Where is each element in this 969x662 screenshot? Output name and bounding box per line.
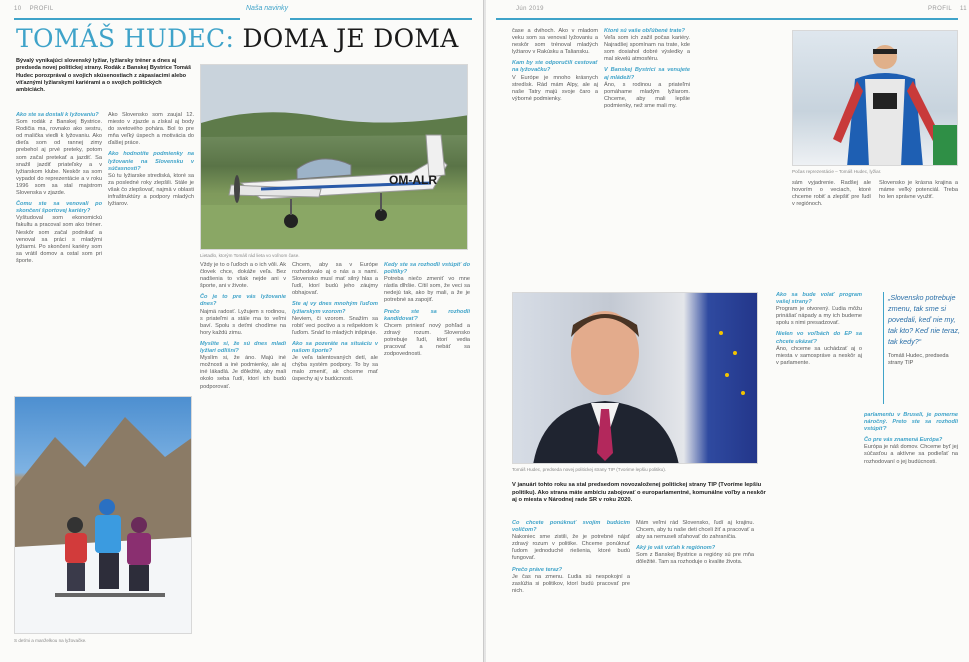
paragraph: Nakoniec sme zistili, že je potrebné nájsť zdravý rozum v politike. Chceme ponúknuť ľudom jednoduché riešenia, ktoré budú fungovať.: [512, 534, 630, 562]
airplane-registration: OM-ALR: [389, 173, 437, 187]
paragraph: Sú tu lyžiarske strediská, ktoré sa za posledné roky zlepšili. Stále je však čo zlepšovať, najmä v oblasti infraštruktúry a podpory mladých lyžiarov.: [108, 172, 194, 208]
skier-portrait-icon: [833, 45, 943, 166]
skier-illustration: [793, 31, 958, 166]
question: Čomu ste sa venovali po skončení športovej kariéry?: [16, 201, 102, 215]
paragraph: Slovensko je krásna krajina a máme veľký potenciál. Treba ho len správne využiť.: [879, 180, 958, 201]
paragraph: Potreba niečo zmeniť vo mne rástla dlhšie. Cítil som, že veci sa nedejú tak, ako by mali, a že je potrebné sa zapojiť.: [384, 276, 470, 304]
paragraph: Som rodák z Banskej Bystrice. Rodičia ma, rovnako ako sestru, od malička viedli k lyžovaniu. Ako dieťa som od rannej zimy prebehol aj prvé preteky, potom som začal pretekať a jazdiť. Sa snažil jazdiť priateľsky a v lyžiarskom klube. Neskôr sa som vypadol do reprezentácie a v roku 1996 som sa stal majstrom Slovenska v zjazde.: [16, 119, 102, 197]
question: Prečo ste sa rozhodli kandidovať?: [384, 308, 470, 322]
ski-family-photo: [14, 396, 192, 634]
question: Kedy ste sa rozhodli vstúpiť do politiky?: [384, 262, 470, 276]
column-5: [384, 262, 470, 642]
question: Ako sa bude volať program vašej strany?: [776, 292, 862, 306]
skier-caption: Počas reprezentácie – Tomáš Hudec, lyžiar.: [792, 169, 882, 174]
paragraph: čase a dvihoch. Ako v mladom veku som sa venoval lyžovaniu a neskôr som trénoval mladých lyžiarov v Rakúsku a Taliansku.: [512, 28, 598, 56]
right-section: PROFIL: [928, 6, 952, 12]
skier-photo: [792, 30, 958, 166]
column-r2: [604, 28, 690, 280]
rubric: Naša navinky: [246, 5, 289, 12]
column-r7: [864, 412, 958, 644]
airplane-caption: Lietadlo, ktorým Tomáš rád lieta vo voľnom čase.: [200, 253, 300, 258]
question: V Banskej Bystrici sa venujete aj mládeži?: [604, 67, 690, 81]
question: Aký je váš vzťah k regiónom?: [636, 545, 716, 552]
right-folio: 11: [959, 6, 967, 12]
ski-family-illustration: [15, 397, 192, 634]
paragraph: Vždy je to o ľuďoch a o ich vôli. Ak človek chce, dokáže veľa. Bez nadšenia to však nejde ani v športe, ani v živote.: [200, 262, 286, 290]
question: Ako sa pozeráte na situáciu v našom športe?: [292, 340, 378, 355]
title-name: TOMÁŠ HUDEC:: [16, 24, 235, 53]
paragraph: Je čas na zmenu. Ľudia sú nespokojní a zaslúžia si politikov, ktorí budú pracovať pre nich.: [512, 573, 630, 594]
header-rule: [290, 18, 472, 20]
question: Prečo práve teraz?: [512, 566, 563, 573]
left-page: [0, 0, 484, 662]
header-rule: [496, 18, 958, 20]
header-rule: [14, 18, 240, 20]
question: Myslíte si, že sú dnes mladí lyžiari odlišní?: [200, 340, 286, 355]
paragraph: Európa je náš domov. Chceme byť jej súčasťou a aktívne sa podieľať na rozhodovaní o jej budúcnosti.: [864, 444, 958, 465]
column-r3: [792, 180, 958, 280]
question: Čo chcete ponúknuť svojim budúcim voličom?: [512, 520, 630, 534]
portrait-illustration: [513, 293, 758, 464]
question: Ste aj vy dnes mnohým ľuďom lyžiarskym vzorom?: [292, 301, 378, 315]
column-1: [16, 112, 102, 388]
paragraph: Áno, chceme sa uchádzať aj o miesta v samospráve a neskôr aj v parlamente.: [776, 345, 862, 366]
portrait-person-icon: [533, 311, 679, 464]
column-r5: [636, 520, 754, 644]
column-2: [108, 112, 194, 388]
paragraph: Najmä radosť. Lyžujem s rodinou, s priateľmi a stále ma to veľmi baví. Spolu s deťmi chodíme na hory každú zimu.: [200, 308, 286, 336]
right-header: [928, 6, 967, 12]
portrait-photo: [512, 292, 758, 464]
airplane-illustration: [201, 65, 468, 250]
paragraph: Áno, s rodinou a priateľmi pomáhame mladým lyžiarom. Chceme, aby mali lepšie podmienky, než sme mali my.: [604, 81, 690, 109]
column-4: [292, 262, 378, 642]
paragraph: Je veľa talentovaných detí, ale chýba systém podpory. To by sa malo zmeniť, ak chceme mať úspechy aj v budúcnosti.: [292, 355, 378, 383]
question: Ktoré sú vaše obľúbené trate?: [604, 28, 685, 34]
column-r1: [512, 28, 598, 280]
question: Nielen vo voľbách do EP sa chcete ukázať?: [776, 331, 862, 345]
article-intro: V januári tohto roku sa stal predsedom novozaloženej politickej strany TIP (Tvoríme lepšiu politiku). Ako strana máte ambíciu zabojovať o europarlamentné, komunálne voľby a neskôr aj o miesta v Národnej rade SR v roku 2020.: [512, 482, 766, 504]
paragraph: Program je otvorený. Ľudia môžu prinášať nápady a my ich budeme spolu s nimi presadzovať.: [776, 306, 862, 327]
pullquote: [888, 292, 962, 367]
portrait-caption: Tomáš Hudec, predseda novej politickej strany TIP (Tvorime lepšiu politiku).: [512, 467, 667, 472]
question: Ako hodnotíte podmienky na lyžovanie na Slovensku v súčasnosti?: [108, 151, 194, 172]
article-lead: Bývalý vynikajúci slovenský lyžiar, lyžiarsky tréner a dnes aj predseda novej politickej strany. Rodák z Banskej Bystrice Tomáš Hudec porozprával o svojich skúsenostiach z zápasiacimi alebo víťaznými lyžiarskymi kariérami a o svojich politických ambíciách.: [16, 58, 192, 94]
paragraph: Ako Slovensko som zaujal 12. miesto v zjazde a získal aj body do svetového pohára. Bol to pre mňa veľký úspech a motivácia do ďalšej práce.: [108, 112, 194, 147]
question: Kam by ste odporučili cestovať na lyžovačku?: [512, 60, 598, 74]
left-header: [14, 6, 54, 12]
pullquote-author: Tomáš Hudec, predseda strany TIP: [888, 353, 949, 366]
paragraph: Vyštudoval som ekonomickú fakultu a pracoval som ako tréner. Neskôr som začal podnikať a venoval sa práci s mladými lyžiarmi. Po skončení kariéry som sa vrátil domov a ostal som pri športe.: [16, 215, 102, 264]
paragraph: Veľa som ich zažil počas kariéry. Najradšej spomínam na trate, kde som dosiahol dobré výsledky a mal skvelú atmosféru.: [604, 35, 690, 63]
paragraph: Chcem priniesť nový pohľad a zdravý rozum. Slovensko potrebuje ľudí, ktorí vedia pracovať a nebáť sa zodpovednosti.: [384, 322, 470, 358]
question: parlamentu v Bruseli, je pomerne náročný. Preto ste sa rozhodli vstúpiť?: [864, 412, 958, 433]
airplane-photo: [200, 64, 468, 250]
article-title: [16, 26, 459, 51]
ski-family-caption: S deťmi a manželkou na lyžovačke.: [14, 638, 87, 643]
question: Čo pre vás znamená Európa?: [864, 437, 943, 444]
paragraph: sám vyjadrenie. Radšej ale hovorím o veciach, ktoré chceme robiť a zlepšiť pre ľudí v regiónoch.: [792, 180, 871, 208]
column-3: [200, 262, 286, 642]
left-section: PROFIL: [29, 6, 54, 12]
question: Čo je to pre vás lyžovanie dnes?: [200, 294, 286, 308]
pullquote-bar: [883, 292, 884, 404]
column-r6: [776, 292, 862, 472]
column-r4: [512, 520, 630, 644]
paragraph: Som z Banskej Bystrice a regióny sú pre mňa dôležité. Tam sa rozhoduje o kvalite života.: [636, 552, 754, 566]
paragraph: Neviem, či vzorom. Snažím sa robiť veci poctivo a s rešpektom k ľuďom. Snáď to mladých inšpiruje.: [292, 315, 378, 336]
paragraph: V Európe je mnoho krásnych stredísk. Rád mám Alpy, ale aj naše Tatry majú svoje čaro a výborné podmienky.: [512, 74, 598, 102]
paragraph: Chcem, aby sa v Európe rozhodovalo aj o nás a s nami. Slovensko musí mať silný hlas a ľudí, ktorí budú jeho záujmy obhajovať.: [292, 262, 378, 297]
pullquote-text: „Slovensko potrebuje zmenu, tak sme si povedali, keď nie my, tak kto? Keď nie teraz, tak kedy?“: [888, 293, 961, 346]
left-folio: 10: [14, 6, 22, 12]
question: Ako ste sa dostali k lyžovaniu?: [16, 112, 99, 118]
right-date: Jún 2019: [516, 6, 544, 12]
paragraph: Myslím si, že áno. Majú iné možnosti a iné podmienky, ale aj iné lákadlá. Je dôležité, aby mali okolo seba ľudí, ktorí ich budú podporovať.: [200, 355, 286, 390]
title-headline: DOMA JE DOMA: [234, 24, 459, 53]
paragraph: Mám veľmi rád Slovensko, ľudí aj krajinu. Chcem, aby tu naše deti chceli žiť a pracovať a aby sa nemuseli sťahovať do zahraničia.: [636, 520, 754, 541]
